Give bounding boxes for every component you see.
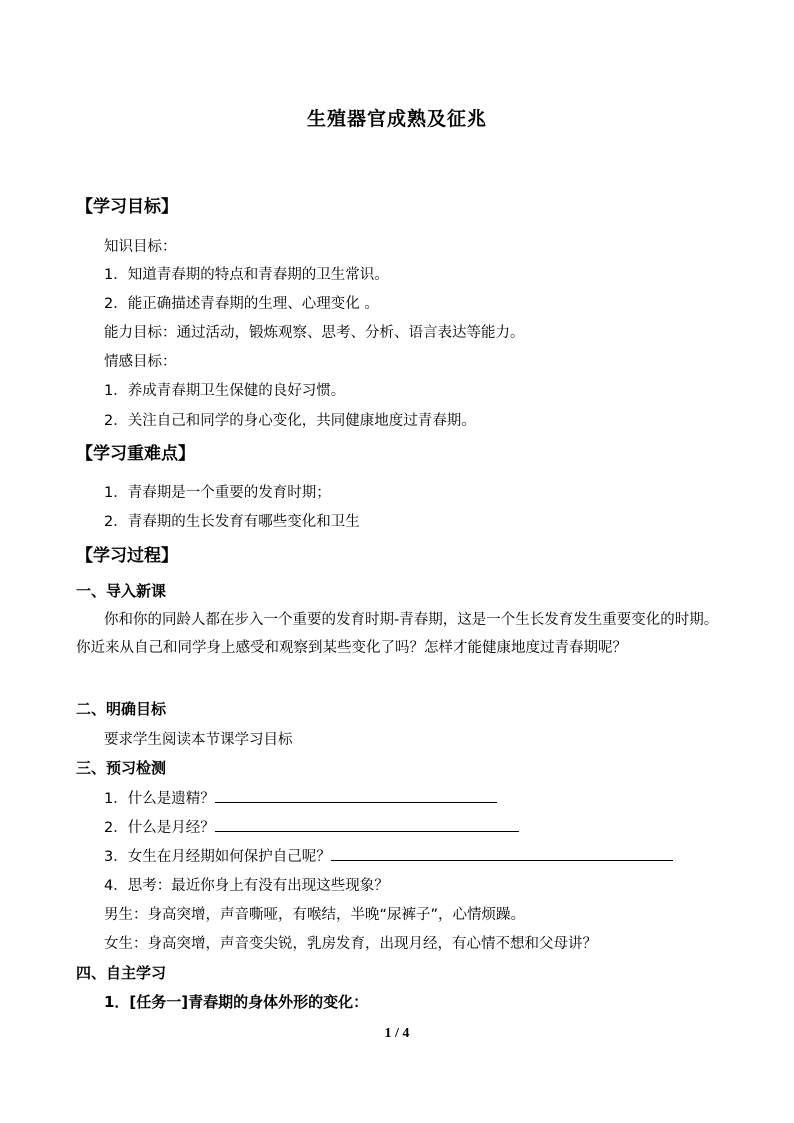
task-1-heading: 1．[任务一]青春期的身体外形的变化： (104, 993, 369, 1011)
preview-question-4: 4．思考：最近你身上有没有出现这些现象？ (104, 878, 389, 894)
preview-question-1 (104, 787, 497, 808)
answer-blank[interactable] (215, 817, 519, 832)
subsection-heading-goals: 二、明确目标 (76, 700, 167, 718)
section-heading-key-points: 【学习重难点】 (76, 444, 195, 464)
question-text: 1．什么是遗精？ (104, 791, 215, 807)
question-text: 2．什么是月经？ (104, 820, 215, 836)
key-point-item: 1．青春期是一个重要的发育时期； (104, 485, 331, 501)
boys-observation: 男生：身高突增，声音嘶哑，有喉结，半晚“尿裤子”，心情烦躁。 (104, 907, 526, 923)
preview-question-2 (104, 816, 519, 837)
goals-instruction: 要求学生阅读本节课学习目标 (104, 732, 293, 748)
ability-goal: 能力目标：通过活动，锻炼观察、思考、分析、语言表达等能力。 (104, 325, 525, 341)
subsection-heading-preview: 三、预习检测 (76, 759, 167, 777)
subsection-heading-intro: 一、导入新课 (76, 582, 167, 600)
section-heading-process: 【学习过程】 (76, 546, 178, 566)
question-text: 3．女生在月经期如何保护自己呢？ (104, 849, 331, 865)
subsection-heading-self-study: 四、自主学习 (76, 964, 167, 982)
emotion-goal-item: 2．关注自己和同学的身心变化，共同健康地度过青春期。 (104, 413, 476, 429)
document-title: 生殖器官成熟及征兆 (306, 108, 487, 130)
page-number: 1 / 4 (384, 1026, 410, 1041)
emotion-goal-item: 1．养成青春期卫生保健的良好习惯。 (104, 383, 346, 399)
answer-blank[interactable] (331, 846, 673, 861)
knowledge-goal-item: 2．能正确描述青春期的生理、心理变化 。 (104, 296, 379, 312)
girls-observation: 女生：身高突增，声音变尖锐，乳房发育，出现月经，有心情不想和父母讲？ (104, 936, 597, 952)
knowledge-goal-item: 1．知道青春期的特点和青春期的卫生常识。 (104, 267, 389, 283)
answer-blank[interactable] (215, 788, 497, 803)
intro-paragraph: 你和你的同龄人都在步入一个重要的发育时期-青春期，这是一个生长发育发生重要变化的时期。你近来从自己和同学身上感受和观察到某些变化了吗？怎样才能健康地度过青春期呢？ (76, 612, 719, 656)
knowledge-goal-label: 知识目标： (104, 239, 177, 255)
emotion-goal-label: 情感目标： (104, 354, 177, 370)
key-point-item: 2．青春期的生长发育有哪些变化和卫生 (104, 514, 360, 530)
section-heading-objectives: 【学习目标】 (76, 197, 178, 217)
preview-question-3 (104, 845, 673, 866)
